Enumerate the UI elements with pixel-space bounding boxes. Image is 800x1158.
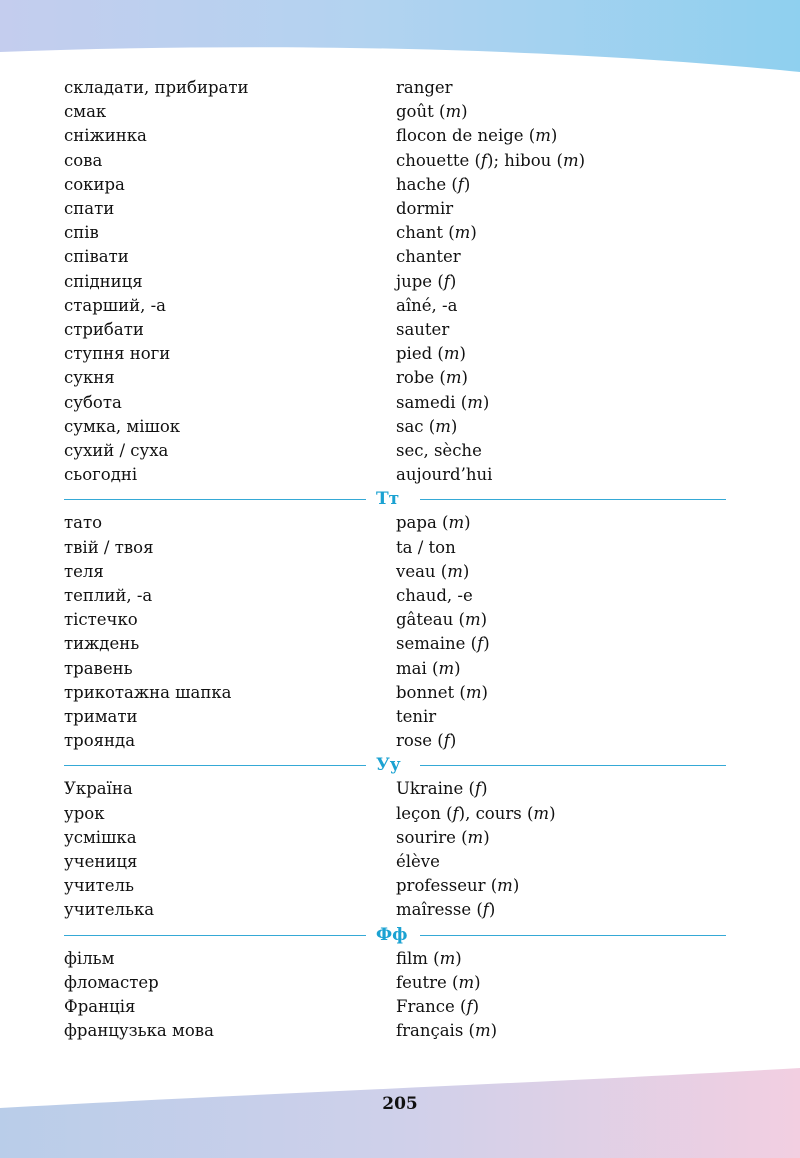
gender-marker: m: [435, 416, 451, 436]
french-translation: [396, 947, 462, 971]
translation-text: tenir: [396, 707, 437, 726]
translation-text: ): [483, 827, 490, 847]
french-translation: [396, 898, 495, 922]
ukrainian-word: травень: [64, 658, 133, 678]
translation-text: ): [481, 779, 488, 799]
dictionary-entry: [0, 632, 800, 656]
french-translation: [396, 971, 481, 995]
section-divider: [0, 753, 800, 777]
translation-text: leçon (: [396, 803, 453, 823]
gender-marker: m: [454, 223, 471, 243]
dictionary-entry: [0, 971, 800, 995]
section-letter: Фф: [376, 924, 408, 945]
gender-marker: m: [535, 126, 551, 146]
translation-text: ): [483, 634, 490, 654]
translation-text: ): [482, 392, 490, 412]
french-translation: [396, 173, 470, 197]
translation-text: ): [461, 102, 468, 122]
dictionary-entry: [0, 995, 800, 1019]
translation-text: chant (: [396, 223, 455, 243]
gender-marker: m: [467, 392, 483, 412]
gender-marker: f: [480, 150, 488, 170]
ukrainian-word: Україна: [64, 779, 133, 799]
dictionary-entry: [0, 536, 800, 560]
gender-marker: m: [445, 102, 462, 122]
ukrainian-word: складати, прибирати: [64, 78, 249, 97]
ukrainian-word: стрибати: [64, 320, 144, 339]
translation-text: sourire (: [396, 827, 468, 847]
translation-text: jupe (: [396, 271, 444, 291]
dictionary-entry: [0, 318, 800, 342]
translation-text: aîné, -a: [396, 295, 458, 315]
divider-line: [420, 935, 726, 936]
ukrainian-word: троянда: [64, 731, 136, 751]
ukrainian-word: спідниця: [64, 271, 143, 291]
ukrainian-word: усмішка: [64, 827, 137, 847]
translation-text: ): [454, 658, 461, 678]
divider-line: [64, 935, 366, 936]
french-translation: [396, 777, 488, 801]
divider-line: [64, 765, 366, 766]
dictionary-entry: [0, 100, 800, 124]
divider-line: [420, 765, 726, 766]
ukrainian-word: тиждень: [64, 634, 140, 654]
dictionary-entry: [0, 366, 800, 390]
french-translation: [396, 657, 461, 681]
french-translation: [396, 366, 468, 390]
french-translation: [396, 245, 461, 269]
translation-text: français (: [396, 1021, 475, 1041]
ukrainian-word: твій / твоя: [64, 537, 154, 557]
translation-text: mai (: [396, 658, 439, 678]
gender-marker: m: [474, 1021, 491, 1041]
gender-marker: m: [497, 876, 513, 896]
french-translation: [396, 826, 490, 850]
ukrainian-word: трикотажна шапка: [64, 682, 232, 702]
translation-text: semaine (: [396, 634, 478, 654]
gender-marker: f: [477, 634, 484, 654]
dictionary-entry: [0, 947, 800, 971]
french-translation: [396, 197, 453, 221]
translation-text: ): [449, 271, 457, 291]
translation-text: ): [464, 513, 471, 533]
translation-text: ): [449, 731, 457, 751]
translation-text: ): [549, 803, 556, 823]
ukrainian-word: учениця: [64, 852, 138, 871]
translation-text: ), cours (: [458, 803, 534, 823]
translation-text: professeur (: [396, 876, 498, 896]
french-translation: [396, 584, 473, 608]
dictionary-entry: [0, 221, 800, 245]
dictionary-entry: [0, 850, 800, 874]
translation-text: feutre (: [396, 972, 459, 992]
dictionary-entry: [0, 245, 800, 269]
ukrainian-word: французька мова: [64, 1021, 214, 1041]
gender-marker: f: [457, 174, 464, 194]
translation-text: ): [480, 610, 488, 630]
gender-marker: m: [464, 610, 481, 630]
french-translation: [396, 149, 585, 173]
gender-marker: f: [482, 900, 489, 920]
translation-text: ): [463, 174, 471, 194]
gender-marker: m: [447, 561, 463, 581]
section-letter: Тт: [376, 489, 400, 510]
dictionary-entry: [0, 294, 800, 318]
ukrainian-word: сумка, мішок: [64, 416, 181, 436]
translation-text: ): [512, 876, 520, 896]
french-translation: [396, 318, 449, 342]
ukrainian-word: сова: [64, 150, 103, 170]
translation-text: gâteau (: [396, 610, 465, 630]
translation-text: ): [490, 1021, 498, 1041]
translation-text: Ukraine (: [396, 779, 475, 799]
translation-text: flocon de neige (: [396, 126, 536, 146]
dictionary-entry: [0, 149, 800, 173]
ukrainian-word: учитель: [64, 876, 134, 896]
ukrainian-word: фільм: [64, 948, 115, 968]
french-translation: [396, 995, 479, 1019]
translation-text: élève: [396, 852, 440, 871]
french-translation: [396, 391, 489, 415]
translation-text: samedi (: [396, 392, 468, 412]
dictionary-entry: [0, 777, 800, 801]
french-translation: [396, 850, 440, 874]
translation-text: sauter: [396, 320, 450, 339]
dictionary-entry: [0, 826, 800, 850]
translation-text: ): [461, 368, 468, 388]
french-translation: [396, 729, 456, 753]
french-translation: [396, 705, 436, 729]
ukrainian-word: сьогодні: [64, 465, 138, 485]
gender-marker: m: [533, 803, 550, 823]
translation-text: sac (: [396, 416, 436, 436]
translation-text: rose (: [396, 731, 444, 751]
translation-text: ): [459, 344, 466, 364]
translation-text: goût (: [396, 102, 446, 122]
french-translation: [396, 536, 456, 560]
french-translation: [396, 100, 468, 124]
dictionary-entry: [0, 173, 800, 197]
translation-text: robe (: [396, 368, 446, 388]
dictionary-entry: [0, 439, 800, 463]
dictionary-entry: [0, 681, 800, 705]
ukrainian-word: смак: [64, 102, 107, 122]
dictionary-entry: [0, 463, 800, 487]
french-translation: [396, 221, 477, 245]
translation-text: maîresse (: [396, 900, 483, 920]
dictionary-entry: [0, 729, 800, 753]
dictionary-entry: [0, 76, 800, 100]
ukrainian-word: урок: [64, 803, 105, 823]
section-divider: [0, 487, 800, 511]
gender-marker: f: [452, 803, 459, 823]
french-translation: [396, 560, 469, 584]
translation-text: ta / ton: [396, 537, 456, 557]
french-translation: [396, 802, 556, 826]
translation-text: France (: [396, 997, 467, 1016]
ukrainian-word: спів: [64, 223, 99, 243]
ukrainian-word: субота: [64, 392, 122, 412]
ukrainian-word: теля: [64, 561, 104, 581]
dictionary-entry: [0, 560, 800, 584]
translation-text: ): [462, 561, 470, 581]
dictionary-entry: [0, 584, 800, 608]
translation-text: ): [455, 948, 462, 968]
translation-text: chouette (: [396, 150, 481, 170]
french-translation: [396, 511, 471, 535]
dictionary-entry: [0, 270, 800, 294]
divider-line: [64, 499, 366, 500]
french-translation: [396, 874, 519, 898]
translation-text: ); hibou (: [487, 150, 563, 170]
dictionary-entry: [0, 511, 800, 535]
translation-text: ): [488, 900, 496, 920]
dictionary-entry: [0, 342, 800, 366]
gender-marker: m: [439, 948, 456, 968]
french-translation: [396, 415, 457, 439]
dictionary-entry: [0, 705, 800, 729]
translation-text: ): [472, 997, 480, 1016]
ukrainian-word: сухий / суха: [64, 441, 169, 460]
french-translation: [396, 1019, 497, 1043]
translation-text: ): [550, 126, 558, 146]
translation-text: dormir: [396, 199, 454, 218]
translation-text: hache (: [396, 174, 458, 194]
translation-text: ): [470, 223, 477, 243]
dictionary-entry: [0, 874, 800, 898]
section-divider: [0, 923, 800, 947]
french-translation: [396, 632, 490, 656]
french-translation: [396, 124, 557, 148]
ukrainian-word: спати: [64, 199, 115, 218]
gender-marker: f: [443, 731, 450, 751]
gender-marker: f: [466, 997, 473, 1016]
gender-marker: m: [448, 513, 465, 533]
divider-line: [420, 499, 726, 500]
gender-marker: m: [438, 658, 455, 678]
translation-text: chanter: [396, 247, 461, 267]
french-translation: [396, 270, 456, 294]
ukrainian-word: сніжинка: [64, 126, 147, 146]
translation-text: film (: [396, 948, 440, 968]
ukrainian-word: ступня ноги: [64, 344, 171, 364]
translation-text: sec, sèche: [396, 441, 482, 460]
dictionary-entry: [0, 415, 800, 439]
ukrainian-word: тримати: [64, 707, 138, 726]
dictionary-entry: [0, 608, 800, 632]
gender-marker: m: [445, 368, 462, 388]
translation-text: ranger: [396, 78, 453, 97]
ukrainian-word: фломастер: [64, 972, 159, 992]
ukrainian-word: теплий, -а: [64, 586, 153, 605]
gender-marker: m: [443, 344, 460, 364]
french-translation: [396, 294, 457, 318]
ukrainian-word: старший, -а: [64, 295, 167, 315]
translation-text: ): [578, 150, 586, 170]
translation-text: papa (: [396, 513, 449, 533]
page-number: 205: [382, 1094, 418, 1114]
ukrainian-word: Франція: [64, 997, 136, 1016]
french-translation: [396, 342, 466, 366]
french-translation: [396, 76, 453, 100]
gender-marker: f: [474, 779, 482, 799]
gender-marker: m: [465, 682, 482, 702]
french-translation: [396, 681, 488, 705]
dictionary-entry: [0, 1019, 800, 1043]
translation-text: pied (: [396, 344, 444, 364]
translation-text: veau (: [396, 561, 448, 581]
french-translation: [396, 439, 482, 463]
dictionary-entry: [0, 197, 800, 221]
ukrainian-word: сукня: [64, 368, 115, 388]
translation-text: bonnet (: [396, 682, 466, 702]
translation-text: ): [481, 682, 488, 702]
french-translation: [396, 463, 492, 487]
ukrainian-word: тато: [64, 513, 103, 533]
ukrainian-word: учителька: [64, 900, 155, 920]
ukrainian-word: тістечко: [64, 610, 138, 630]
translation-text: ): [450, 416, 458, 436]
gender-marker: m: [467, 827, 484, 847]
dictionary-entry: [0, 657, 800, 681]
ukrainian-word: співати: [64, 247, 129, 267]
gender-marker: f: [443, 271, 450, 291]
translation-text: ): [474, 972, 481, 992]
dictionary-entry: [0, 802, 800, 826]
gender-marker: m: [562, 150, 579, 170]
dictionary-entry: [0, 898, 800, 922]
dictionary-entry: [0, 124, 800, 148]
ukrainian-word: сокира: [64, 174, 125, 194]
section-letter: Уу: [376, 755, 401, 776]
french-translation: [396, 608, 487, 632]
gender-marker: m: [458, 972, 475, 992]
translation-text: aujourd’hui: [396, 465, 493, 485]
dictionary-entry: [0, 391, 800, 415]
translation-text: chaud, -e: [396, 586, 473, 605]
